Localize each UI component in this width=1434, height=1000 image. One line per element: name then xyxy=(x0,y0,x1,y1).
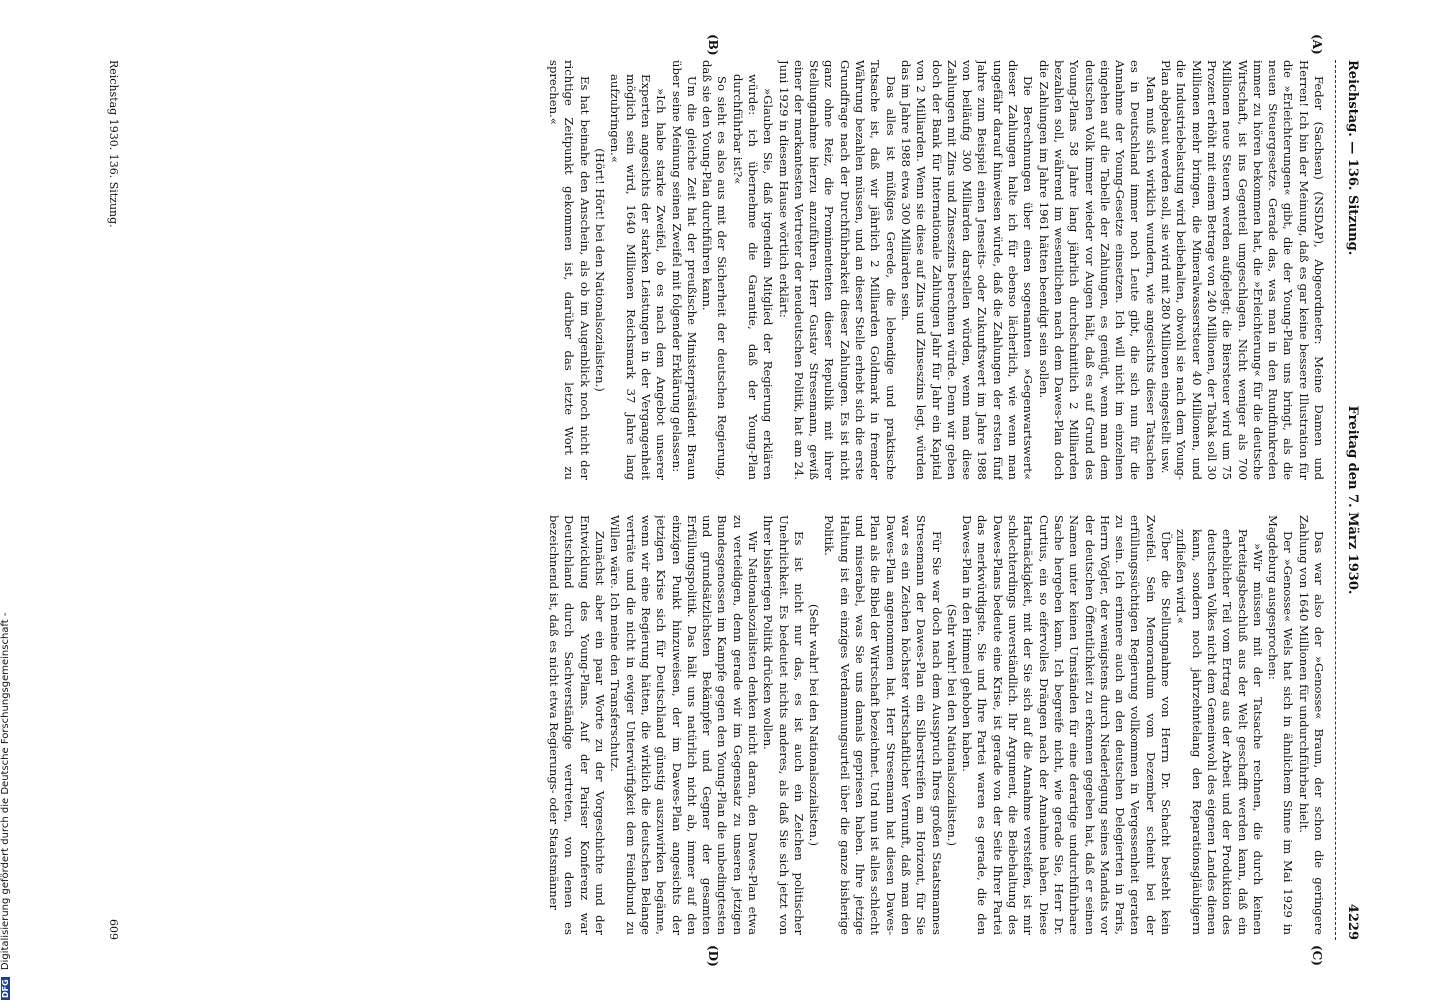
paragraph: Das war also der »Genosse« Braun, der schon die geringere Zahlung von 1640 Millionen für undurchführbar hielt. xyxy=(1296,515,1326,935)
paragraph: Feder (Sachsen) (NSDAP), Abgeordneter: Meine Damen und Herren! Ich bin der Meinung, daß es gar keine bessere Illustration für die »Erleichterungen« gibt, die der Young-Plan uns bringt, als die neuen Steuergesetze. Gerade das, was man in den Rundfunkreden immer zu hören bekommen hat, die »Erleichterung« für die deutsche Wirtschaft, ist ins Gegenteil umgeschlagen. Nicht weniger als 700 Millionen neue Steuern werden aufgelegt; die Biersteuer wird um 75 Prozent erhöht mit einem Betrage von 240 Millionen, der Tabak soll 30 Millionen mehr bringen, die Mineralwassersteuer 40 Millionen, und die Industriebelastung wird beibehalten, obwohl sie nach dem Young-Plan abgebaut werden soll, sie wird mit 280 Millionen eingestellt usw. xyxy=(1159,60,1326,480)
footer-note: Reichstag 1930. 136. Sitzung. xyxy=(107,60,120,228)
paragraph: »Glauben Sie, daß irgendein Mitglied der Regierung erklären würde: ich übernehme die Garantie, daß der Young-Plan durchführbar ist?« xyxy=(730,74,776,480)
paragraph: So sieht es also aus mit der Sicherheit der deutschen Regierung, daß sie den Young-Plan durchführen kann. xyxy=(700,60,730,480)
paragraph: Das alles ist müßiges Gerede, die lebendige und praktische Tatsache ist, daß wir jährlich 2 Milliarden Goldmark in fremder Währung bezahlen müssen, und an dieser Stelle erhebt sich die erste Grundfrage nach der Durchführbarkeit dieser Zahlungen. Es ist nicht ganz ohne Reiz, die Prominententen dieser Republik mit ihrer Stellungnahme hierzu anzuführen. Herr Gustav Stresemann, gewiß einer der markantesten Vertreter der neudeutschen Politik, hat am 24. Juni 1929 in diesem Hause wörtlich erklärt: xyxy=(776,60,898,480)
interjection: (Sehr wahr! bei den Nationalsozialisten.) xyxy=(944,603,959,847)
paragraph: »Wir müssen mit der Tatsache rechnen, die durch keinen Parteitagsbeschluß aus der Welt geschafft werden kann, daß ein erheblicher Teil vom Ertrag aus der Arbeit und der Produktion des deutschen Volkes nicht dem Gemeinwohl des eigenen Landes dienen kann, sondern noch jahrzehntelang den Reparationsgläubigern zufließen wird.« xyxy=(1174,529,1265,935)
dfg-logo: DFG xyxy=(1,979,10,998)
paragraph: Man muß sich wirklich wundern, wie angesichts dieser Tatsachen es in Deutschland immer noch Leute gibt, die sich nun für die Annahme der Young-Gesetze einsetzen. Ich will nicht im einzelnen eingehen auf die Tabelle der Zahlungen, es genügt, wenn man dem deutschen Volk immer wieder vor Augen hält, daß es auf Grund des Young-Plans 58 Jahre lang jährlich durchschnittlich 2 Milliarden bezahlen soll, während im wesentlichen nach dem Dawes-Plan doch die Zahlungen im Jahre 1961 hätten beendigt sein sollen. xyxy=(1036,60,1158,480)
header-date: Freitag den 7. März 1930. xyxy=(1345,405,1360,595)
paragraph: Der »Genosse« Wels hat sich in ähnlichem Sinne im Mai 1929 in Magdeburg ausgesprochen: xyxy=(1266,515,1296,935)
left-text-column xyxy=(111,60,1326,480)
paragraph: Zunächst aber ein paar Worte zu der Vorgeschichte und der Entwicklung des Young-Plans. Auf der Pariser Konferenz war Deutschland durch Sachverständige vertreten, von denen es bezeichnend ist, daß es nicht etwa Regierungs- oder Staatsmänner xyxy=(547,515,608,935)
footer-page-number: 609 xyxy=(107,919,120,940)
paragraph: Um die gleiche Zeit hat der preußische Ministerpräsident Braun über seine Meinung seinen Zweifel mit folgender Erklärung gelassen: xyxy=(669,60,699,480)
margin-letter-a: (A) xyxy=(1310,34,1324,55)
running-header xyxy=(1334,60,1360,940)
paragraph: Die Berechnungen über einen sogenannten »Gegenwartswert« dieser Zahlungen halte ich für ebenso lächerlich, wie wenn man ungefähr darauf hinweisen würde, daß die Zahlungen der ersten fünf Jahre zum Beispiel einen Jenseits- oder Zukunftswert im Jahre 1988 von beiläufig 300 Milliarden darstellen würden, wenn man diese Zahlungen mit Zins und Zinseszins berechnen würde. Denn wir geben doch der Bank für Internationale Zahlungen Jahr für Jahr ein Kapital von 2 Milliarden. Wenn sie diese auf Zins und Zinseszins legt, würden das im Jahre 1988 etwa 300 Milliarden sein. xyxy=(898,60,1036,480)
margin-letter-d: (D) xyxy=(706,945,720,967)
header-page-number: 4229 xyxy=(1345,903,1360,940)
paragraph: Für Sie war doch nach dem Ausspruch Ihres großen Staatsmannes Stresemann der Dawes-Plan ein Silberstreifen am Horizont, für Sie war es ein Zeichen höchster wirtschaftlicher Vernunft, daß man den Dawes-Plan angenommen hat. Herr Stresemann hat diesen Dawes-Plan als die Bibel der Wirtschaft bezeichnet. Und nun ist alles schlecht und miserabel, was Sie uns damals gepriesen haben. Ihre jetzige Haltung ist ein einziges Verdammungsurteil über die ganze bisherige Politik. xyxy=(822,515,944,935)
page-sheet xyxy=(100,34,1360,967)
margin-letter-c: (C) xyxy=(1310,945,1324,966)
header-rule xyxy=(1335,60,1336,940)
right-text-column xyxy=(111,515,1326,935)
digitisation-notice xyxy=(0,610,14,1000)
interjection: (Sehr wahr! bei den Nationalsozialisten.) xyxy=(807,603,822,847)
paragraph: Über die Stellungnahme von Herrn Dr. Schacht besteht kein Zweifel. Sein Memorandum vom Dezember scheint bei der erfüllungssüchtigen Regierung vollkommen in Vergessenheit geraten zu sein. Ich erinnere auch an den deutschen Delegierten in Paris, Herrn Vögler, der wenigstens durch Niederlegung seines Mandats vor der deutschen Öffentlichkeit zu erkennen gegeben hat, daß er seinen Namen unter keinen Umständen für eine derartige undurchführbare Sache hergeben kann. Ich begreife nicht, wie gerade Sie, Herr Dr. Curtius, ein so eifervolles Drängen nach der Annahme haben. Diese Hartnäckigkeit, mit der Sie sich auf die Annahme versteifen, ist mir schlechterdings unverständlich. Ihr Argument, die Beibehaltung des Dawes-Plans bedeute eine Krise, ist gerade von der Seite Ihrer Partei das merkwürdigste. Sie und Ihre Partei waren es gerade, die den Dawes-Plan in den Himmel gehoben haben. xyxy=(960,515,1174,935)
header-session: Reichstag. — 136. Sitzung. xyxy=(1345,60,1360,256)
paragraph: Es hat beinahe den Anschein, als ob im Augenblick noch nicht der richtige Zeitpunkt gekommen ist, darüber das letzte Wort zu sprechen.« xyxy=(547,60,592,480)
margin-letter-b: (B) xyxy=(706,34,720,56)
paragraph: »Ich habe starke Zweifel, ob es nach dem Angebot unserer Experten angesichts der starken Leistungen in der Vergangenheit möglich sein wird, 1640 Millionen Reichsmark 37 Jahre lang aufzubringen.« xyxy=(608,74,669,480)
paragraph: Wir Nationalsozialisten denken nicht daran, den Dawes-Plan etwa zu verteidigen, denn gerade wir im Gegensatz zu unseren jetzigen Bundesgenossen im Kampfe gegen den Young-Plan die unbedingtesten und grundsätzlichsten Bekämpfer und Gegner der gesamten Erfüllungspolitik. Das hält uns natürlich nicht ab, immer auf den einzigen Punkt hinzuweisen, der im Dawes-Plan angesichts der jetzigen Krise sich für Deutschland günstig auszuwirken begänne, wenn wir eine Regierung hätten, die wirklich die deutschen Belange verträte und die nicht in ewiger Unterwürfigkeit dem Feindbund zu Willen wäre. Ich meine den Transferschutz. xyxy=(608,515,761,935)
digitisation-notice-text: Digitalisierung gefördert durch die Deutsche Forschungsgemeinschaft - xyxy=(0,612,11,971)
paragraph: Es ist nicht nur das, es ist auch ein Zeichen politischer Unehrlichkeit. Es bedeutet nichts anderes, als daß Sie sich jetzt von Ihrer bisherigen Politik drücken wollen. xyxy=(761,515,806,935)
interjection: (Hört! Hört! bei den Nationalsozialisten.) xyxy=(593,148,608,392)
